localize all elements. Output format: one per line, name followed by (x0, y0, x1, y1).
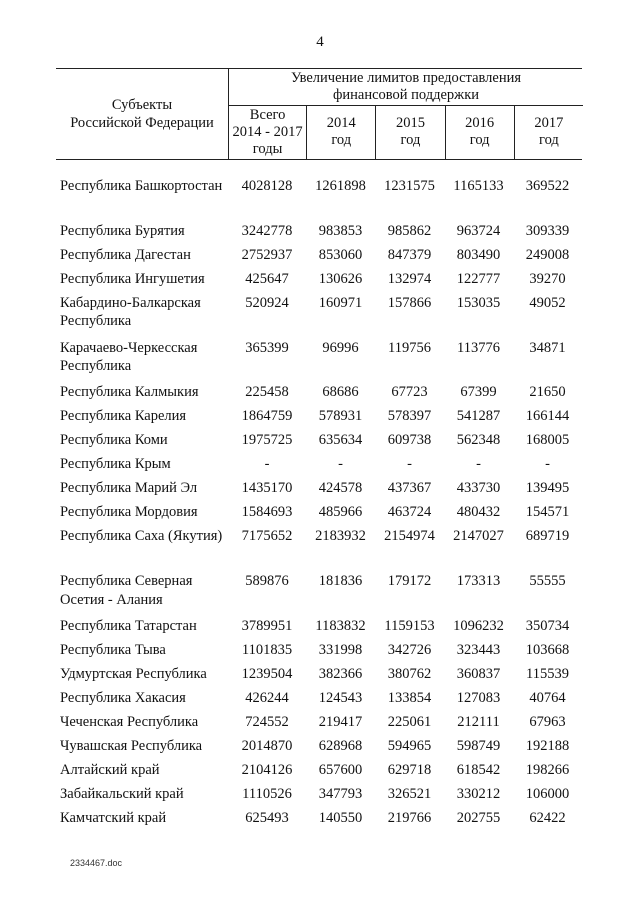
table-row (56, 503, 582, 527)
value-2016: 618542 (456, 761, 501, 778)
header-subject: Субъекты Российской Федерации (70, 97, 214, 131)
header-col-2017: 2017 год (514, 105, 583, 159)
value-2016: 330212 (456, 785, 501, 802)
value-2016: 1165133 (453, 178, 504, 194)
value-2015: 847379 (387, 246, 432, 263)
header-col-total: Всего 2014 - 2017 годы (232, 106, 303, 157)
table-row (56, 339, 582, 384)
value-2015: 119756 (388, 339, 431, 356)
value-2017: 139495 (525, 480, 570, 497)
value-2015: 179172 (387, 573, 432, 590)
value-2017: 115539 (526, 665, 569, 682)
row-subject: Камчатский край (60, 809, 167, 826)
value-2017: 168005 (525, 432, 570, 449)
header-col-2015: 2015 год (375, 105, 444, 159)
value-2016: 153035 (456, 294, 501, 311)
value-2014: 96996 (322, 339, 359, 356)
row-subject: Чувашская Республика (60, 737, 203, 754)
value-total: 1864759 (241, 408, 293, 425)
value-2015: 219766 (387, 809, 432, 826)
value-2016: 323443 (456, 641, 501, 658)
value-total: 589876 (245, 573, 289, 590)
table-row (56, 407, 582, 431)
row-subject: Забайкальский край (60, 785, 184, 802)
table-row (56, 617, 582, 641)
value-2017: 49052 (529, 294, 566, 311)
table-row (56, 665, 582, 689)
value-total: 1584693 (241, 504, 293, 521)
table-row (56, 383, 582, 407)
row-subject: Республика Калмыкия (60, 384, 199, 401)
value-2017: 34871 (529, 339, 566, 356)
table-row (56, 572, 582, 617)
value-2017: 39270 (529, 270, 566, 287)
value-2015: 463724 (387, 504, 432, 521)
value-2017: - (545, 456, 550, 473)
value-2017: 369522 (525, 178, 570, 194)
row-subject: Кабардино-Балкарская Республика (60, 294, 201, 330)
row-subject: Республика Северная Осетия - Алания (60, 573, 193, 608)
value-total: 425647 (245, 270, 289, 287)
value-2015: 437367 (387, 480, 432, 497)
value-total: 2104126 (241, 761, 293, 778)
value-2014: 635634 (318, 432, 363, 449)
value-2017: 21650 (529, 384, 566, 401)
document-filename: 2334467.doc (70, 858, 123, 868)
value-2016: 598749 (456, 737, 501, 754)
row-subject: Республика Башкортостан (60, 178, 223, 194)
value-2014: 160971 (318, 294, 363, 311)
row-subject: Республика Саха (Якутия) (60, 528, 223, 545)
table-row (56, 527, 582, 572)
value-2015: 2154974 (384, 528, 435, 545)
value-2015: 157866 (387, 294, 432, 311)
header-year-columns (229, 105, 583, 159)
row-subject: Республика Дагестан (60, 246, 191, 263)
value-2017: 40764 (529, 689, 566, 706)
value-2014: 1261898 (315, 178, 366, 194)
table-body (56, 177, 582, 833)
value-2015: 578397 (387, 408, 432, 425)
value-2016: 963724 (456, 222, 501, 239)
value-2016: 127083 (456, 689, 501, 706)
value-2017: 154571 (525, 504, 570, 521)
value-2015: - (407, 456, 412, 473)
value-total: 724552 (245, 713, 289, 730)
value-total: 520924 (245, 294, 289, 311)
table-row (56, 641, 582, 665)
value-2014: 853060 (318, 246, 363, 263)
value-2017: 166144 (525, 408, 570, 425)
value-2016: 541287 (456, 408, 501, 425)
value-2016: 433730 (456, 480, 501, 497)
value-2014: 331998 (318, 641, 363, 658)
table-header (56, 68, 582, 160)
row-subject: Республика Марий Эл (60, 480, 198, 497)
value-total: 1110526 (242, 785, 292, 802)
value-2016: 122777 (456, 270, 501, 287)
row-subject: Республика Бурятия (60, 222, 185, 239)
value-2017: 55555 (529, 573, 566, 590)
value-2015: 985862 (387, 222, 432, 239)
value-total: 3789951 (241, 617, 293, 634)
row-subject: Республика Хакасия (60, 689, 186, 706)
value-total: 365399 (245, 339, 289, 356)
row-subject: Республика Карелия (60, 408, 187, 425)
table-row (56, 455, 582, 479)
value-2014: 382366 (318, 665, 363, 682)
value-total: 1239504 (241, 665, 293, 682)
value-2017: 106000 (525, 785, 570, 802)
table-row (56, 431, 582, 455)
value-2015: 67723 (391, 384, 428, 401)
value-2014: 219417 (318, 713, 363, 730)
value-2017: 192188 (525, 737, 570, 754)
value-2015: 132974 (387, 270, 432, 287)
value-2014: 140550 (318, 809, 363, 826)
value-2016: 113776 (457, 339, 500, 356)
table-row (56, 270, 582, 294)
table-row (56, 761, 582, 785)
value-total: 225458 (245, 384, 289, 401)
table-row (56, 222, 582, 246)
value-total: 426244 (245, 689, 289, 706)
value-2016: 202755 (456, 809, 501, 826)
value-2014: 657600 (318, 761, 363, 778)
table-row (56, 713, 582, 737)
value-2015: 342726 (387, 641, 432, 658)
value-2014: 628968 (318, 737, 363, 754)
value-2017: 689719 (525, 528, 570, 545)
value-total: 2752937 (241, 246, 293, 263)
header-group-title: Увеличение лимитов предоставления финансовой поддержки (229, 69, 583, 106)
value-2014: 424578 (318, 480, 363, 497)
value-total: 2014870 (241, 737, 293, 754)
value-2016: - (476, 456, 481, 473)
row-subject: Алтайский край (60, 761, 160, 778)
value-2015: 609738 (387, 432, 432, 449)
value-2014: 130626 (318, 270, 363, 287)
value-2017: 67963 (529, 713, 566, 730)
value-2014: 485966 (318, 504, 363, 521)
value-2015: 1231575 (384, 178, 435, 194)
row-subject: Республика Крым (60, 456, 171, 473)
row-subject: Республика Ингушетия (60, 270, 205, 287)
value-total: 1101835 (241, 641, 293, 658)
table-row (56, 689, 582, 713)
table-row (56, 785, 582, 809)
value-2014: - (338, 456, 343, 473)
value-2016: 2147027 (453, 528, 504, 545)
value-2015: 1159153 (384, 617, 435, 634)
value-2015: 133854 (387, 689, 432, 706)
table-row (56, 177, 582, 222)
value-total: 1975725 (241, 432, 293, 449)
header-right-group (228, 69, 583, 159)
value-2015: 380762 (387, 665, 432, 682)
table-row (56, 737, 582, 761)
value-2014: 68686 (322, 384, 359, 401)
row-subject: Карачаево-Черкесская Республика (60, 339, 198, 375)
table-row (56, 294, 582, 339)
value-2014: 124543 (318, 689, 363, 706)
value-2017: 249008 (525, 246, 570, 263)
value-total: 7175652 (241, 528, 293, 545)
row-subject: Республика Коми (60, 432, 168, 449)
value-2015: 326521 (387, 785, 432, 802)
table-row (56, 809, 582, 833)
value-2017: 350734 (525, 617, 570, 634)
value-2016: 562348 (456, 432, 501, 449)
value-total: 4028128 (241, 178, 293, 194)
page-number: 4 (316, 34, 324, 50)
table-row (56, 479, 582, 503)
value-total: 1435170 (241, 480, 293, 497)
value-2014: 181836 (318, 573, 363, 590)
value-2016: 480432 (456, 504, 501, 521)
value-2014: 1183832 (315, 617, 366, 634)
value-2017: 309339 (525, 222, 570, 239)
row-subject: Республика Татарстан (60, 617, 197, 634)
value-2014: 347793 (318, 785, 363, 802)
value-2016: 360837 (456, 665, 501, 682)
value-2017: 103668 (525, 641, 570, 658)
value-2015: 594965 (387, 737, 432, 754)
value-2014: 983853 (318, 222, 363, 239)
row-subject: Республика Мордовия (60, 504, 198, 521)
value-2017: 198266 (525, 761, 570, 778)
value-2015: 225061 (387, 713, 432, 730)
header-col-2014: 2014 год (306, 105, 375, 159)
value-2015: 629718 (387, 761, 432, 778)
value-total: - (264, 456, 270, 473)
row-subject: Республика Тыва (60, 641, 166, 658)
row-subject: Удмуртская Республика (60, 665, 207, 682)
value-2016: 173313 (456, 573, 501, 590)
value-total: 3242778 (241, 222, 293, 239)
value-2016: 1096232 (453, 617, 504, 634)
value-2016: 212111 (457, 713, 500, 730)
value-2014: 2183932 (315, 528, 366, 545)
value-2014: 578931 (318, 408, 363, 425)
table-row (56, 246, 582, 270)
row-subject: Чеченская Республика (60, 713, 199, 730)
header-col-2016: 2016 год (445, 105, 514, 159)
value-total: 625493 (245, 809, 289, 826)
value-2016: 67399 (460, 384, 497, 401)
value-2017: 62422 (529, 809, 566, 826)
value-2016: 803490 (456, 246, 501, 263)
